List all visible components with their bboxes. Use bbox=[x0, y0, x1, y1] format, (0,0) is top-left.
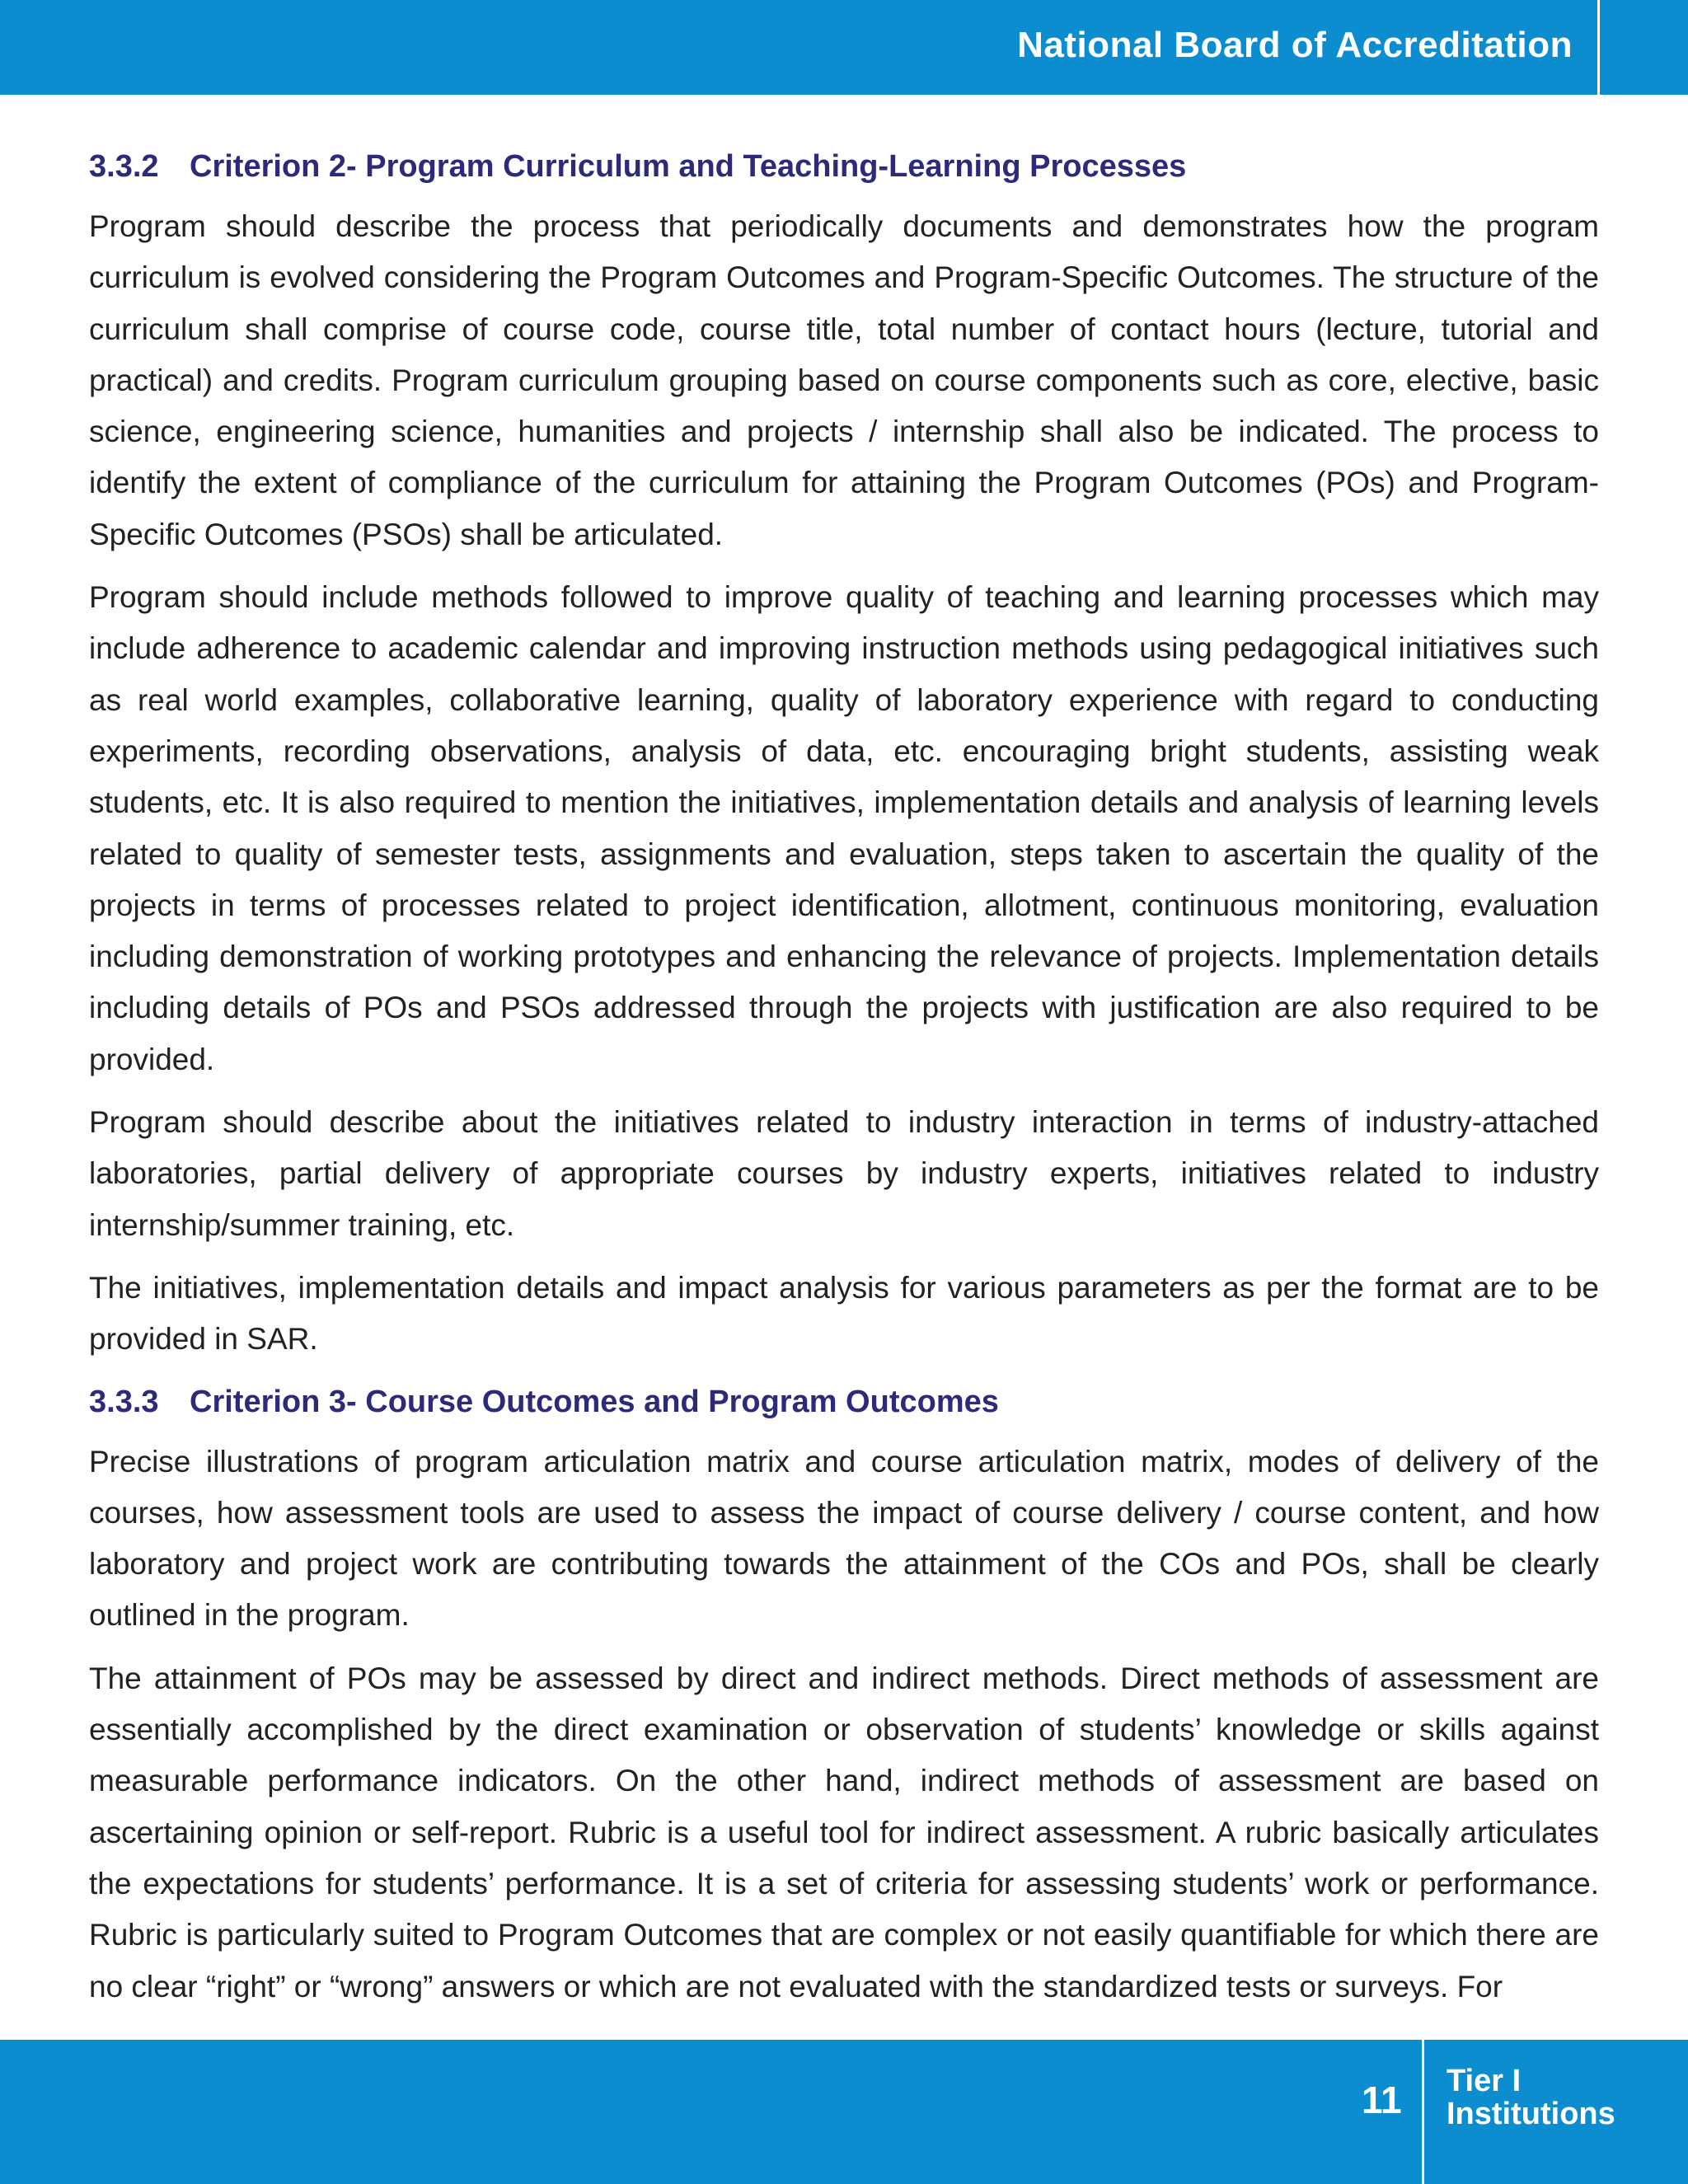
footer-band bbox=[0, 2040, 1688, 2184]
section-title: Criterion 2- Program Curriculum and Teaching-Learning Processes bbox=[190, 149, 1187, 184]
section-heading-3-3-2 bbox=[89, 142, 1599, 191]
header-band bbox=[0, 0, 1688, 95]
tier-label bbox=[1447, 2064, 1615, 2130]
paragraph: The initiatives, implementation details and impact analysis for various parameters as per the format are to be provided in SAR. bbox=[89, 1270, 1599, 1357]
tier-label-line1: Tier I bbox=[1447, 2064, 1522, 2098]
document-body bbox=[89, 142, 1599, 2013]
section-title: Criterion 3- Course Outcomes and Program Outcomes bbox=[190, 1384, 999, 1419]
paragraph: The attainment of POs may be assessed by direct and indirect methods. Direct methods of assessment are essentially accomplished by the direct examination or observation of students’ knowledge or skills against measurable performance indicators. On the other hand, indirect methods of assessment are based on ascertaining opinion or self-report. Rubric is a useful tool for indirect assessment. A rubric basically articulates the expectations for students’ performance. It is a set of criteria for assessing students’ work or performance. Rubric is particularly suited to Program Outcomes that are complex or not easily quantifiable for which there are no clear “right” or “wrong” answers or which are not evaluated with the standardized tests or surveys. For bbox=[89, 1661, 1599, 2004]
paragraph: Program should describe the process that periodically documents and demonstrates how the program curriculum is evolved considering the Program Outcomes and Program-Specific Outcomes. The structure of the curriculum shall comprise of course code, course title, total number of contact hours (lecture, tutorial and practical) and credits. Program curriculum grouping based on course components such as core, elective, basic science, engineering science, humanities and projects / internship shall also be indicated. The process to identify the extent of compliance of the curriculum for attaining the Program Outcomes (POs) and Program-Specific Outcomes (PSOs) shall be articulated. bbox=[89, 209, 1599, 551]
paragraph: Precise illustrations of program articulation matrix and course articulation matrix, modes of delivery of the courses, how assessment tools are used to assess the impact of course delivery / course content, and how laboratory and project work are contributing towards the attainment of the COs and POs, shall be clearly outlined in the program. bbox=[89, 1444, 1599, 1633]
tier-label-line2: Institutions bbox=[1447, 2097, 1615, 2131]
header-divider bbox=[1597, 0, 1600, 95]
header-title: National Board of Accreditation bbox=[1017, 25, 1573, 65]
section-heading-3-3-3 bbox=[89, 1377, 1599, 1427]
paragraph: Program should describe about the initiatives related to industry interaction in terms of industry-attached laboratories, partial delivery of appropriate courses by industry experts, initiatives related to industry internship/summer training, etc. bbox=[89, 1105, 1599, 1242]
section-number: 3.3.2 bbox=[89, 149, 159, 184]
paragraph: Program should include methods followed to improve quality of teaching and learning processes which may include adherence to academic calendar and improving instruction methods using pedagogical initiatives such as real world examples, collaborative learning, quality of laboratory experience with regard to conducting experiments, recording observations, analysis of data, etc. encouraging bright students, assisting weak students, etc. It is also required to mention the initiatives, implementation details and analysis of learning levels related to quality of semester tests, assignments and evaluation, steps taken to ascertain the quality of the projects in terms of processes related to project identification, allotment, continuous monitoring, evaluation including demonstration of working prototypes and enhancing the relevance of projects. Implementation details including details of POs and PSOs addressed through the projects with justification are also required to be provided. bbox=[89, 580, 1599, 1076]
page-number: 11 bbox=[1362, 2079, 1402, 2121]
footer-divider bbox=[1422, 2040, 1424, 2184]
section-number: 3.3.3 bbox=[89, 1384, 159, 1419]
